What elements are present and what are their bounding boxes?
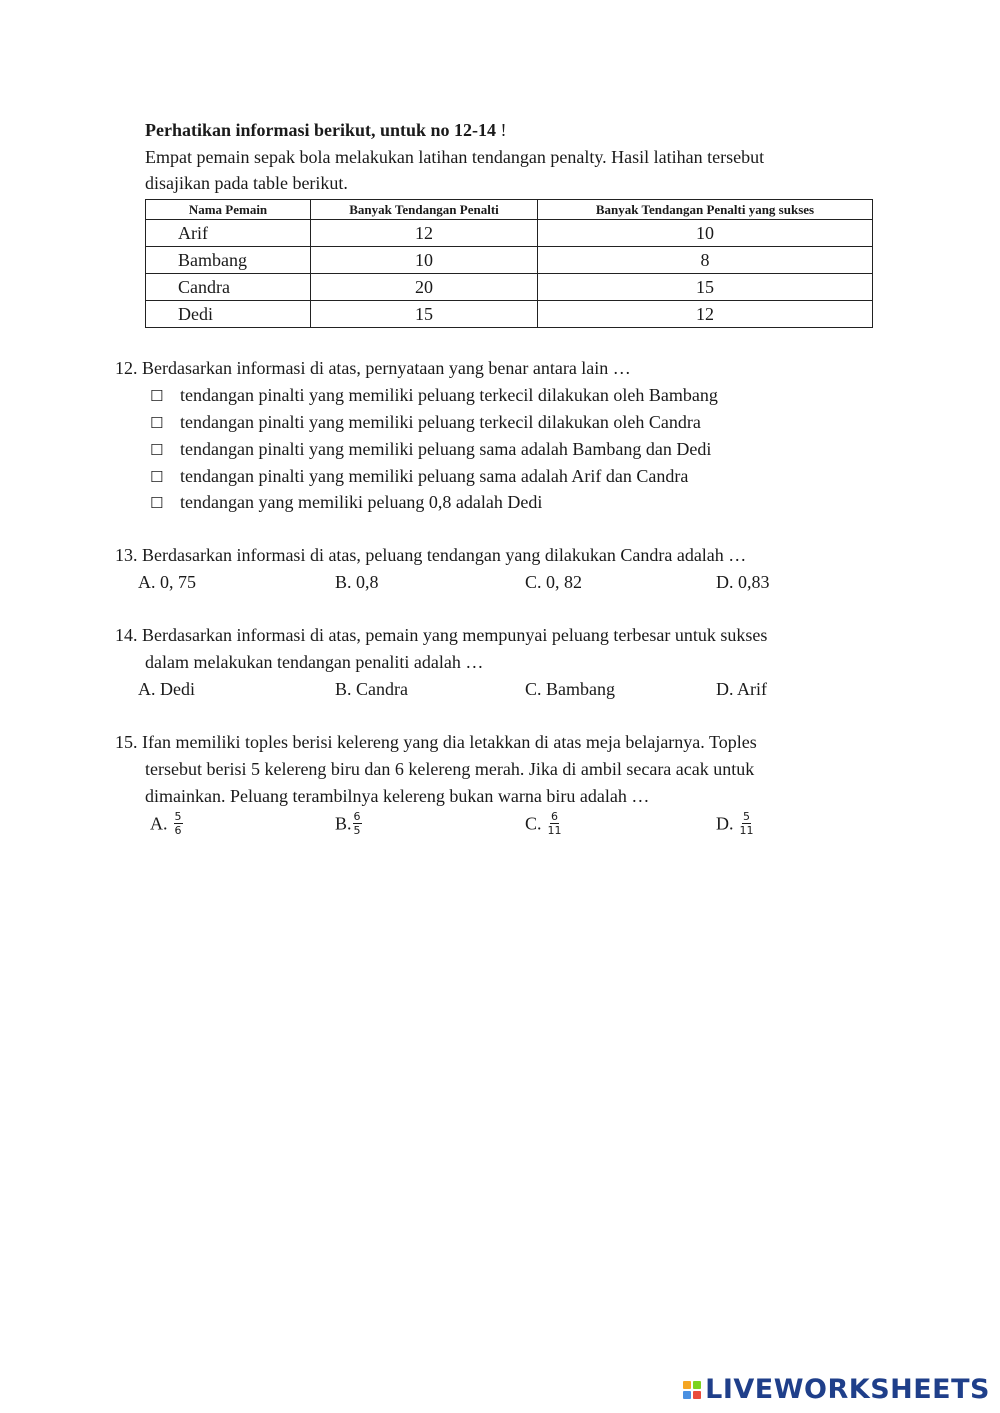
table-cell: 15 bbox=[311, 301, 538, 328]
option-label: B. bbox=[335, 813, 352, 834]
intro-heading bbox=[145, 120, 507, 141]
question-12-text: 12. Berdasarkan informasi di atas, pernyataan yang benar antara lain … bbox=[115, 358, 631, 378]
q15-option-b bbox=[335, 812, 362, 839]
table-cell: Dedi bbox=[146, 301, 311, 328]
table-cell: 12 bbox=[538, 301, 873, 328]
table-cell: 10 bbox=[311, 247, 538, 274]
table-row bbox=[146, 274, 873, 301]
table-cell: 20 bbox=[311, 274, 538, 301]
table-row bbox=[146, 301, 873, 328]
q15-option-c bbox=[525, 812, 562, 839]
q14-option-b: B. Candra bbox=[335, 679, 408, 699]
q13-option-b: B. 0,8 bbox=[335, 572, 379, 592]
fraction bbox=[740, 810, 754, 837]
intro-line-1: Empat pemain sepak bola melakukan latihan tendangan penalty. Hasil latihan tersebut bbox=[145, 147, 765, 167]
table-row bbox=[146, 247, 873, 274]
table-header-cell: Banyak Tendangan Penalti yang sukses bbox=[538, 200, 873, 220]
table-cell: Arif bbox=[146, 220, 311, 247]
intro-heading-mark: ! bbox=[496, 120, 507, 140]
table-header-cell: Nama Pemain bbox=[146, 200, 311, 220]
q15-option-a bbox=[150, 812, 183, 839]
q13-option-c: C. 0, 82 bbox=[525, 572, 583, 592]
q14-option-d: D. Arif bbox=[716, 679, 767, 699]
table-cell: 10 bbox=[538, 220, 873, 247]
fraction bbox=[353, 810, 362, 837]
checkbox-icon[interactable]: ☐ bbox=[150, 441, 164, 459]
q12-option[interactable] bbox=[150, 466, 688, 487]
q13-option-d: D. 0,83 bbox=[716, 572, 770, 592]
fraction-denominator: 6 bbox=[174, 824, 182, 837]
checkbox-icon[interactable]: ☐ bbox=[150, 494, 164, 512]
table-header-row bbox=[146, 200, 873, 220]
liveworksheets-logo bbox=[683, 1374, 990, 1405]
table-cell: Candra bbox=[146, 274, 311, 301]
q14-option-a: A. Dedi bbox=[138, 679, 195, 699]
q12-option[interactable] bbox=[150, 385, 718, 406]
option-label: A. bbox=[150, 813, 168, 834]
table-cell: 15 bbox=[538, 274, 873, 301]
question-14-line-2: dalam melakukan tendangan penaliti adalah … bbox=[145, 652, 484, 672]
logo-mark-icon bbox=[683, 1381, 701, 1399]
q12-option-label: tendangan pinalti yang memiliki peluang sama adalah Arif dan Candra bbox=[180, 466, 689, 486]
logo-text: LIVEWORKSHEETS bbox=[705, 1374, 990, 1405]
q12-option-label: tendangan pinalti yang memiliki peluang sama adalah Bambang dan Dedi bbox=[180, 439, 712, 459]
question-15-line-2: tersebut berisi 5 kelereng biru dan 6 kelereng merah. Jika di ambil secara acak untuk bbox=[145, 759, 755, 779]
question-15-line-3: dimainkan. Peluang terambilnya kelereng bukan warna biru adalah … bbox=[145, 786, 650, 806]
fraction-numerator: 6 bbox=[551, 810, 559, 823]
table-header-cell: Banyak Tendangan Penalti bbox=[311, 200, 538, 220]
fraction-denominator: 5 bbox=[353, 824, 361, 837]
checkbox-icon[interactable]: ☐ bbox=[150, 387, 164, 405]
q15-option-d bbox=[716, 812, 754, 839]
q12-option-label: tendangan pinalti yang memiliki peluang terkecil dilakukan oleh Candra bbox=[180, 412, 701, 432]
question-13-text: 13. Berdasarkan informasi di atas, peluang tendangan yang dilakukan Candra adalah … bbox=[115, 545, 747, 565]
option-label: C. bbox=[525, 813, 542, 834]
option-label: D. bbox=[716, 813, 734, 834]
question-14-line-1: 14. Berdasarkan informasi di atas, pemain yang mempunyai peluang terbesar untuk sukses bbox=[115, 625, 768, 645]
q12-option-label: tendangan yang memiliki peluang 0,8 adalah Dedi bbox=[180, 492, 543, 512]
fraction bbox=[174, 810, 183, 837]
q14-option-c: C. Bambang bbox=[525, 679, 615, 699]
fraction-numerator: 5 bbox=[174, 810, 182, 823]
fraction bbox=[548, 810, 562, 837]
fraction-numerator: 6 bbox=[353, 810, 361, 823]
intro-heading-bold: Perhatikan informasi berikut, untuk no 12-14 bbox=[145, 120, 497, 140]
q13-option-a: A. 0, 75 bbox=[138, 572, 196, 592]
q12-option[interactable] bbox=[150, 412, 701, 433]
fraction-denominator: 11 bbox=[547, 824, 562, 837]
q12-option[interactable] bbox=[150, 492, 542, 513]
table-row bbox=[146, 220, 873, 247]
fraction-denominator: 11 bbox=[739, 824, 754, 837]
fraction-numerator: 5 bbox=[743, 810, 750, 823]
players-table bbox=[145, 199, 873, 328]
table-cell: 8 bbox=[538, 247, 873, 274]
question-15-line-1: 15. Ifan memiliki toples berisi kelereng yang dia letakkan di atas meja belajarnya. Toples bbox=[115, 732, 757, 752]
table-cell: 12 bbox=[311, 220, 538, 247]
checkbox-icon[interactable]: ☐ bbox=[150, 414, 164, 432]
q12-option[interactable] bbox=[150, 439, 711, 460]
checkbox-icon[interactable]: ☐ bbox=[150, 468, 164, 486]
table-cell: Bambang bbox=[146, 247, 311, 274]
intro-line-2: disajikan pada table berikut. bbox=[145, 173, 348, 193]
q12-option-label: tendangan pinalti yang memiliki peluang terkecil dilakukan oleh Bambang bbox=[180, 385, 718, 405]
